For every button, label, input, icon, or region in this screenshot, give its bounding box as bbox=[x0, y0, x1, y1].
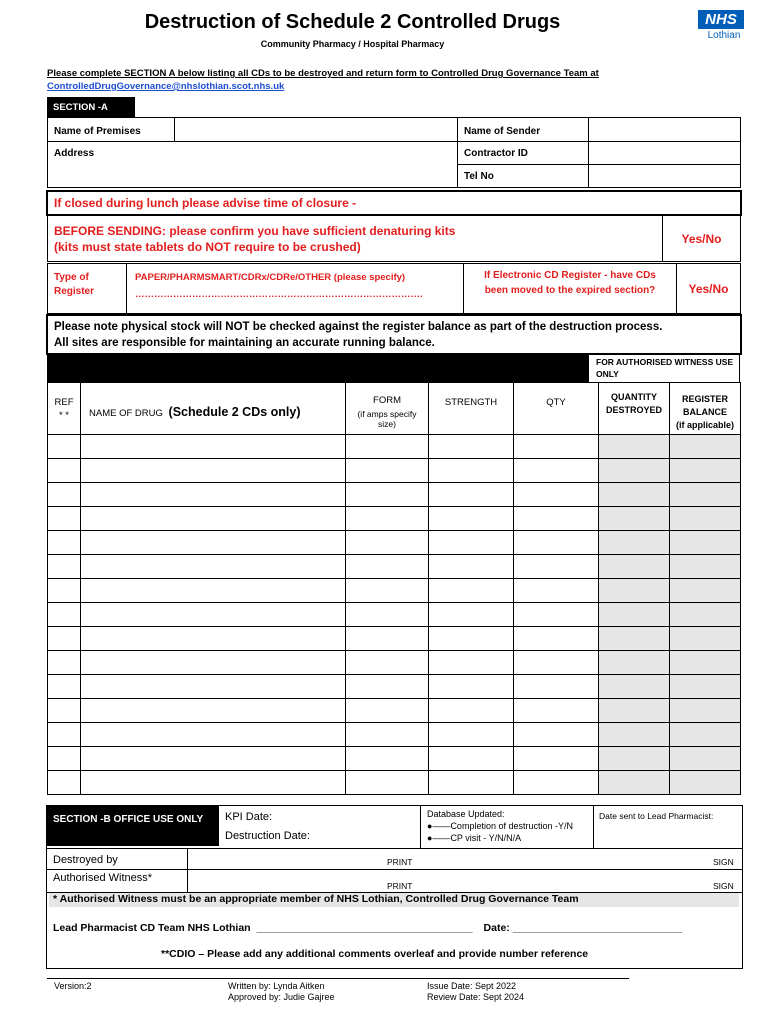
table-cell[interactable] bbox=[514, 747, 599, 771]
footer-rule bbox=[47, 978, 629, 979]
table-cell[interactable] bbox=[599, 771, 670, 795]
lunch-closure-text: If closed during lunch please advise time of closure - bbox=[54, 196, 357, 210]
table-cell[interactable] bbox=[599, 531, 670, 555]
table-cell[interactable] bbox=[670, 507, 741, 531]
table-cell[interactable] bbox=[346, 627, 429, 651]
table-cell[interactable] bbox=[346, 555, 429, 579]
table-cell[interactable] bbox=[670, 459, 741, 483]
col-strength: STRENGTH bbox=[429, 383, 514, 435]
table-cell[interactable] bbox=[81, 699, 346, 723]
table-cell[interactable] bbox=[429, 555, 514, 579]
table-cell[interactable] bbox=[599, 507, 670, 531]
table-cell[interactable] bbox=[599, 651, 670, 675]
table-cell[interactable] bbox=[81, 435, 346, 459]
drug-rows bbox=[48, 435, 741, 795]
table-cell[interactable] bbox=[48, 603, 81, 627]
tel-no-field[interactable] bbox=[589, 165, 741, 188]
contractor-id-label: Contractor ID bbox=[458, 142, 589, 165]
table-cell[interactable] bbox=[81, 507, 346, 531]
table-cell[interactable] bbox=[346, 435, 429, 459]
witness-note: * Authorised Witness must be an appropriate member of NHS Lothian, Controlled Drug Governance Team bbox=[49, 893, 739, 907]
table-cell[interactable] bbox=[81, 603, 346, 627]
electronic-register-question: If Electronic CD Register - have CDs been moved to the expired section? bbox=[464, 264, 677, 314]
table-cell[interactable] bbox=[670, 651, 741, 675]
table-cell[interactable] bbox=[346, 531, 429, 555]
nhs-logo-box: NHS bbox=[698, 10, 744, 29]
bullet-arrow-icon: ●—— bbox=[427, 821, 451, 831]
electronic-yes-no[interactable]: Yes/No bbox=[677, 264, 741, 314]
table-cell[interactable] bbox=[599, 699, 670, 723]
col-name-of-drug: NAME OF DRUG (Schedule 2 CDs only) bbox=[81, 383, 346, 435]
instruction-text bbox=[47, 67, 657, 93]
table-row bbox=[48, 699, 741, 723]
lead-pharmacist-line[interactable]: Lead Pharmacist CD Team NHS Lothian _____________________________________ Date: _____________________________ bbox=[53, 922, 683, 934]
table-cell[interactable] bbox=[81, 747, 346, 771]
physical-stock-note: Please note physical stock will NOT be checked against the register balance as part of the destruction process. All sites are responsible for maintaining an accurate running balance. bbox=[46, 314, 742, 355]
table-cell[interactable] bbox=[48, 507, 81, 531]
table-cell[interactable] bbox=[599, 579, 670, 603]
table-cell[interactable] bbox=[599, 603, 670, 627]
table-row bbox=[48, 603, 741, 627]
table-cell[interactable] bbox=[429, 675, 514, 699]
section-b bbox=[46, 805, 743, 969]
table-cell[interactable] bbox=[81, 771, 346, 795]
table-cell[interactable] bbox=[48, 435, 81, 459]
table-cell[interactable] bbox=[429, 723, 514, 747]
table-cell[interactable] bbox=[670, 603, 741, 627]
table-cell[interactable] bbox=[346, 675, 429, 699]
table-cell[interactable] bbox=[81, 579, 346, 603]
kpi-date[interactable]: KPI Date: bbox=[225, 811, 273, 823]
denaturing-line-2: (kits must state tablets do NOT require to be crushed) bbox=[54, 240, 361, 254]
table-cell[interactable] bbox=[670, 483, 741, 507]
table-cell[interactable] bbox=[514, 459, 599, 483]
destroyed-by-label: Destroyed by bbox=[53, 854, 118, 866]
table-cell[interactable] bbox=[599, 747, 670, 771]
col-ref: REF * * bbox=[48, 383, 81, 435]
table-row bbox=[48, 459, 741, 483]
table-cell[interactable] bbox=[429, 771, 514, 795]
table-cell[interactable] bbox=[81, 531, 346, 555]
witness-print[interactable]: PRINT bbox=[387, 881, 413, 891]
table-cell[interactable] bbox=[81, 555, 346, 579]
table-cell[interactable] bbox=[514, 723, 599, 747]
page-title: Destruction of Schedule 2 Controlled Drugs bbox=[144, 11, 561, 33]
lunch-closure-box[interactable] bbox=[46, 190, 742, 216]
destruction-date[interactable]: Destruction Date: bbox=[225, 830, 310, 842]
name-of-sender-field[interactable] bbox=[589, 118, 741, 142]
table-cell[interactable] bbox=[599, 435, 670, 459]
nhs-lothian-logo bbox=[698, 10, 750, 41]
register-type-label: Type of Register bbox=[48, 264, 127, 314]
table-cell[interactable] bbox=[48, 699, 81, 723]
table-cell[interactable] bbox=[514, 555, 599, 579]
table-cell[interactable] bbox=[346, 771, 429, 795]
table-row bbox=[48, 771, 741, 795]
address-field[interactable] bbox=[175, 142, 458, 165]
table-cell[interactable] bbox=[81, 627, 346, 651]
date-sent-lead-pharmacist[interactable]: Date sent to Lead Pharmacist: bbox=[599, 811, 714, 821]
col-register-balance: REGISTER BALANCE (if applicable) bbox=[670, 383, 741, 435]
name-of-premises-field[interactable] bbox=[175, 118, 458, 142]
address-label: Address bbox=[48, 142, 175, 165]
table-cell[interactable] bbox=[81, 651, 346, 675]
table-cell[interactable] bbox=[429, 507, 514, 531]
table-cell[interactable] bbox=[514, 507, 599, 531]
table-row bbox=[48, 723, 741, 747]
table-cell[interactable] bbox=[599, 675, 670, 699]
table-cell[interactable] bbox=[670, 627, 741, 651]
witness-sign[interactable]: SIGN bbox=[713, 881, 734, 891]
table-cell[interactable] bbox=[599, 555, 670, 579]
table-cell[interactable] bbox=[346, 459, 429, 483]
table-row bbox=[48, 651, 741, 675]
table-cell[interactable] bbox=[81, 723, 346, 747]
table-cell[interactable] bbox=[429, 699, 514, 723]
drug-table-blackbar bbox=[47, 354, 589, 382]
nhs-logo-subtext: Lothian bbox=[707, 30, 741, 41]
table-cell[interactable] bbox=[599, 459, 670, 483]
table-cell[interactable] bbox=[429, 627, 514, 651]
completion-of-destruction[interactable]: ●——Completion of destruction -Y/N bbox=[427, 821, 573, 831]
table-cell[interactable] bbox=[670, 675, 741, 699]
table-row bbox=[48, 531, 741, 555]
denaturing-table bbox=[47, 215, 741, 262]
table-cell[interactable] bbox=[429, 459, 514, 483]
footer-written-by: Written by: Lynda Aitken bbox=[228, 981, 325, 991]
footer-issue-date: Issue Date: Sept 2022 bbox=[427, 981, 517, 991]
table-cell[interactable] bbox=[48, 531, 81, 555]
table-cell[interactable] bbox=[81, 675, 346, 699]
governance-email-link[interactable]: ControlledDrugGovernance@nhslothian.scot.nhs.uk bbox=[47, 81, 285, 92]
table-cell[interactable] bbox=[670, 531, 741, 555]
table-cell[interactable] bbox=[514, 771, 599, 795]
premises-table bbox=[47, 117, 741, 188]
contractor-id-field[interactable] bbox=[589, 142, 741, 165]
section-a-label: SECTION -A bbox=[47, 97, 135, 118]
table-cell[interactable] bbox=[670, 723, 741, 747]
table-cell[interactable] bbox=[429, 531, 514, 555]
table-cell[interactable] bbox=[48, 675, 81, 699]
table-cell[interactable] bbox=[670, 435, 741, 459]
name-of-premises-label: Name of Premises bbox=[48, 118, 175, 142]
table-cell[interactable] bbox=[599, 627, 670, 651]
authorised-witness-label: Authorised Witness* bbox=[53, 872, 153, 884]
table-cell[interactable] bbox=[670, 771, 741, 795]
instruction-body: Please complete SECTION A below listing all CDs to be destroyed and return form to Controlled Drug Governance Team at bbox=[47, 68, 599, 79]
table-cell[interactable] bbox=[429, 435, 514, 459]
table-cell[interactable] bbox=[346, 483, 429, 507]
footer-version: Version:2 bbox=[54, 981, 92, 991]
section-b-label: SECTION -B OFFICE USE ONLY bbox=[47, 806, 219, 846]
table-cell[interactable] bbox=[429, 603, 514, 627]
table-row bbox=[48, 675, 741, 699]
table-row bbox=[48, 747, 741, 771]
table-row bbox=[48, 483, 741, 507]
table-cell[interactable] bbox=[514, 531, 599, 555]
table-cell[interactable] bbox=[670, 555, 741, 579]
table-cell[interactable] bbox=[346, 507, 429, 531]
denaturing-line-1: BEFORE SENDING: please confirm you have sufficient denaturing kits bbox=[54, 224, 456, 238]
table-row bbox=[48, 627, 741, 651]
table-cell[interactable] bbox=[346, 651, 429, 675]
drug-table bbox=[47, 382, 741, 795]
destroyed-by-sign[interactable]: SIGN bbox=[713, 857, 734, 867]
footer-review-date: Review Date: Sept 2024 bbox=[427, 992, 525, 1002]
table-cell[interactable] bbox=[429, 579, 514, 603]
table-cell[interactable] bbox=[599, 723, 670, 747]
footer-approved-by: Approved by: Judie Gajree bbox=[228, 992, 335, 1002]
table-cell[interactable] bbox=[81, 459, 346, 483]
table-cell[interactable] bbox=[514, 651, 599, 675]
cdio-note: **CDIO – Please add any additional comments overleaf and provide number reference bbox=[161, 948, 589, 960]
table-row bbox=[48, 579, 741, 603]
register-specify-dots: ………………………………………………………………………………. bbox=[135, 289, 423, 300]
table-cell[interactable] bbox=[48, 579, 81, 603]
table-cell[interactable] bbox=[48, 483, 81, 507]
cp-visit[interactable]: ●——CP visit - Y/N/N/A bbox=[427, 833, 522, 843]
table-cell[interactable] bbox=[429, 747, 514, 771]
table-row bbox=[48, 435, 741, 459]
table-cell[interactable] bbox=[429, 483, 514, 507]
table-cell[interactable] bbox=[48, 555, 81, 579]
table-cell[interactable] bbox=[670, 579, 741, 603]
table-cell[interactable] bbox=[48, 747, 81, 771]
database-updated: Database Updated: bbox=[427, 809, 505, 819]
table-cell[interactable] bbox=[48, 627, 81, 651]
table-row bbox=[48, 507, 741, 531]
table-cell[interactable] bbox=[48, 771, 81, 795]
register-type-table bbox=[47, 263, 741, 314]
table-cell[interactable] bbox=[670, 699, 741, 723]
page-subtitle: Community Pharmacy / Hospital Pharmacy bbox=[260, 39, 445, 49]
table-cell[interactable] bbox=[599, 483, 670, 507]
table-cell[interactable] bbox=[346, 747, 429, 771]
table-cell[interactable] bbox=[514, 579, 599, 603]
table-cell[interactable] bbox=[81, 483, 346, 507]
table-cell[interactable] bbox=[48, 651, 81, 675]
col-quantity-destroyed: QUANTITY DESTROYED bbox=[599, 383, 670, 435]
table-cell[interactable] bbox=[514, 435, 599, 459]
bullet-arrow-icon: ●—— bbox=[427, 833, 451, 843]
table-cell[interactable] bbox=[514, 483, 599, 507]
table-cell[interactable] bbox=[514, 699, 599, 723]
table-cell[interactable] bbox=[514, 627, 599, 651]
destroyed-by-print[interactable]: PRINT bbox=[387, 857, 413, 867]
table-cell[interactable] bbox=[514, 675, 599, 699]
witness-use-header: FOR AUTHORISED WITNESS USE ONLY bbox=[590, 354, 740, 382]
table-cell[interactable] bbox=[670, 747, 741, 771]
denaturing-question bbox=[48, 216, 663, 262]
col-form: FORM (if amps specify size) bbox=[346, 383, 429, 435]
table-cell[interactable] bbox=[346, 603, 429, 627]
table-cell[interactable] bbox=[429, 651, 514, 675]
denaturing-yes-no[interactable]: Yes/No bbox=[663, 216, 741, 262]
table-cell[interactable] bbox=[346, 723, 429, 747]
table-row bbox=[48, 555, 741, 579]
table-cell[interactable] bbox=[346, 579, 429, 603]
register-options[interactable]: PAPER/PHARMSMART/CDRx/CDRe/OTHER (please specify) ………………………………………………………………………………. bbox=[127, 264, 464, 314]
table-cell[interactable] bbox=[48, 459, 81, 483]
table-cell[interactable] bbox=[346, 699, 429, 723]
tel-no-label: Tel No bbox=[458, 165, 589, 188]
table-cell[interactable] bbox=[48, 723, 81, 747]
name-of-sender-label: Name of Sender bbox=[458, 118, 589, 142]
col-qty: QTY bbox=[514, 383, 599, 435]
table-cell[interactable] bbox=[514, 603, 599, 627]
